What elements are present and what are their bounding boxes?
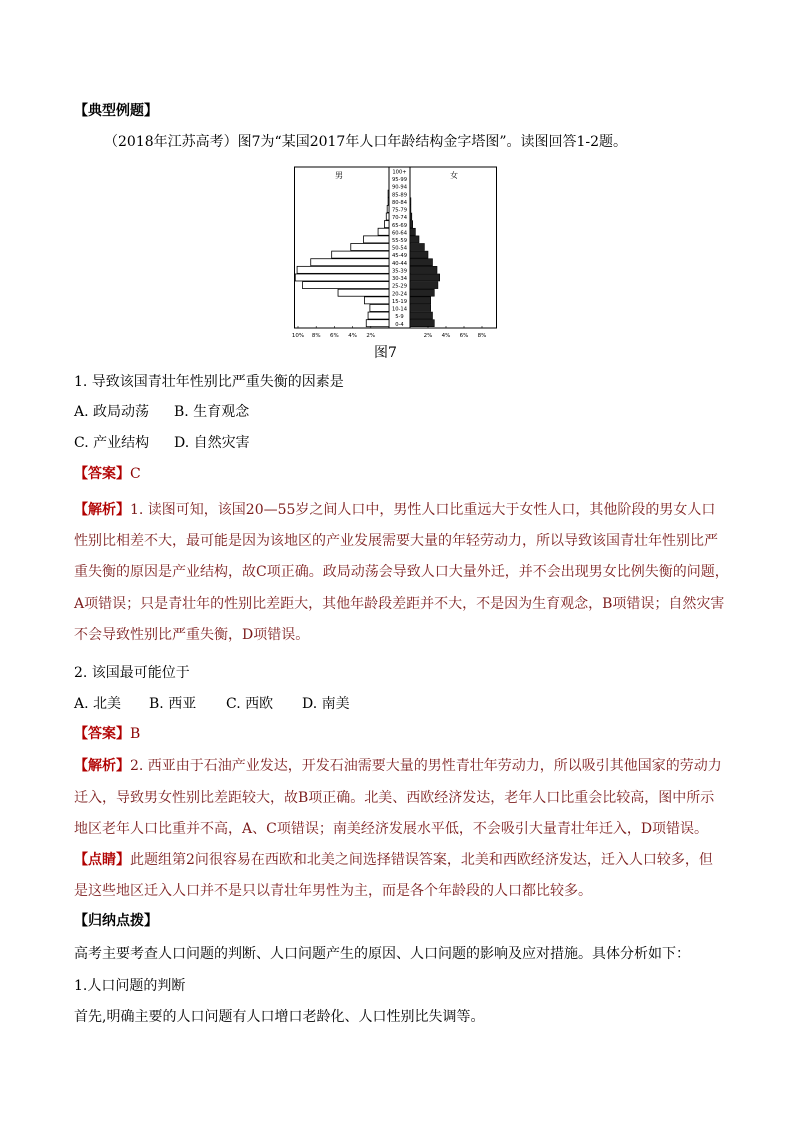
age-group-label: 30-34 bbox=[391, 276, 408, 283]
female-label: 女 bbox=[450, 171, 458, 180]
female-bar bbox=[410, 320, 434, 327]
x-tick-label: 10% bbox=[291, 333, 305, 339]
q1-question: 1. 导致该国青壮年性别比严重失衡的因素是 bbox=[74, 374, 344, 390]
answer-tag: 【答案】 bbox=[74, 726, 130, 742]
analysis-tag: 【解析】 bbox=[74, 502, 130, 518]
age-group-label: 95-99 bbox=[391, 177, 408, 184]
summary-text: 高考主要考查人口问题的判断、人口问题产生的原因、人口问题的影响及应对措施。具体分析如下： bbox=[74, 946, 690, 962]
q1-option-b[interactable]: B. 生育观念 bbox=[174, 404, 250, 420]
female-bar bbox=[410, 198, 411, 205]
female-bar bbox=[410, 259, 433, 266]
age-group-label: 80-84 bbox=[391, 199, 408, 206]
figure-caption: 图7 bbox=[374, 345, 397, 361]
answer-tag: 【答案】 bbox=[74, 466, 130, 482]
female-bar bbox=[410, 228, 415, 235]
age-group-label: 0-4 bbox=[395, 321, 404, 328]
q2-analysis-line-1 bbox=[74, 756, 722, 776]
x-tick-label: 2% bbox=[366, 333, 376, 339]
age-group-label: 70-74 bbox=[391, 215, 408, 222]
population-pyramid-chart bbox=[291, 166, 500, 339]
female-bar bbox=[410, 205, 411, 212]
female-bar bbox=[410, 274, 440, 281]
x-tick-label: 4% bbox=[441, 333, 451, 339]
age-group-label: 55-59 bbox=[391, 237, 408, 244]
male-bar bbox=[311, 259, 389, 266]
male-bar bbox=[370, 304, 389, 311]
male-bar bbox=[351, 243, 389, 250]
male-label: 男 bbox=[335, 171, 343, 180]
q2-analysis-line-3: 地区老年人口比重并不高，A、C项错误；南美经济发展水平低，不会吸引大量青壮年迁入，D项错误。 bbox=[74, 821, 709, 837]
age-group-label: 10-14 bbox=[391, 306, 408, 313]
female-bar bbox=[410, 297, 431, 304]
age-group-label: 85-89 bbox=[391, 192, 408, 199]
q1-option-a[interactable]: A. 政局动荡 bbox=[74, 404, 150, 420]
male-bar bbox=[303, 282, 389, 289]
age-group-label: 50-54 bbox=[391, 245, 408, 252]
analysis-text: 1. 读图可知，该国20—55岁之间人口中，男性人口比重远大于女性人口，其他阶段的男女人口 bbox=[130, 502, 716, 518]
q2-analysis-line-2: 迁入，导致男女性别比差距较大，故B项正确。北美、西欧经济发达，老年人口比重会比较高，图中所示 bbox=[74, 790, 715, 806]
female-bar bbox=[410, 221, 413, 228]
female-bar bbox=[410, 213, 412, 220]
female-bar bbox=[410, 243, 424, 250]
q2-option-a[interactable]: A. 北美 bbox=[74, 696, 122, 712]
analysis-tag: 【解析】 bbox=[74, 758, 130, 774]
tip-tag: 【点睛】 bbox=[74, 852, 130, 868]
subheading-1-text: 首先,明确主要的人口问题有人口增口老龄化、人口性别比失调等。 bbox=[74, 1009, 485, 1025]
q2-question: 2. 该国最可能位于 bbox=[74, 665, 190, 681]
age-group-label: 15-19 bbox=[391, 298, 408, 305]
male-bar bbox=[332, 251, 389, 258]
age-group-label: 20-24 bbox=[391, 291, 408, 298]
q1-options-row1 bbox=[74, 402, 249, 422]
q1-option-d[interactable]: D. 自然灾害 bbox=[174, 435, 250, 451]
section-title-summary: 【归纳点拨】 bbox=[74, 913, 158, 929]
q1-options-row2 bbox=[74, 433, 250, 453]
tip-text: 此题组第2问很容易在西欧和北美之间选择错误答案，北美和西欧经济发达，迁入人口较多，但 bbox=[130, 852, 713, 868]
male-bar bbox=[378, 228, 389, 235]
age-group-label: 5-9 bbox=[395, 314, 404, 321]
male-bar bbox=[388, 198, 389, 205]
male-bar bbox=[364, 297, 389, 304]
age-group-label: 35-39 bbox=[391, 268, 408, 275]
q2-options bbox=[74, 694, 350, 714]
female-bar bbox=[410, 251, 428, 258]
age-group-label: 90-94 bbox=[391, 184, 408, 191]
subheading-1: 1.人口问题的判断 bbox=[74, 978, 186, 994]
age-group-label: 60-64 bbox=[391, 230, 408, 237]
age-group-label: 65-69 bbox=[391, 222, 408, 229]
q1-answer bbox=[74, 464, 141, 484]
q1-analysis-line-2: 性别比相差不大，最可能是因为该地区的产业发展需要大量的年轻劳动力，所以导致该国青壮年性别比严 bbox=[74, 533, 718, 549]
age-group-label: 100+ bbox=[392, 169, 407, 176]
q2-tip-line-1 bbox=[74, 850, 713, 870]
x-tick-label: 8% bbox=[311, 333, 321, 339]
male-bar bbox=[297, 266, 389, 273]
analysis-text: 2. 西亚由于石油产业发达，开发石油需要大量的男性青壮年劳动力，所以吸引其他国家的劳动力 bbox=[130, 758, 722, 774]
q1-analysis-line-3: 重失衡的原因是产业结构，故C项正确。政局动荡会导致人口大量外迁，并不会出现男女比例失衡的问题， bbox=[74, 564, 729, 580]
female-bar bbox=[410, 282, 438, 289]
population-pyramid-figure bbox=[291, 166, 500, 342]
male-bar bbox=[384, 221, 389, 228]
male-bar bbox=[295, 274, 389, 281]
answer-value: C bbox=[130, 466, 141, 482]
male-bar bbox=[364, 236, 389, 243]
age-group-label: 75-79 bbox=[391, 207, 408, 214]
male-bar bbox=[386, 213, 389, 220]
q1-analysis-line-5: 不会导致性别比严重失衡，D项错误。 bbox=[74, 627, 310, 643]
male-bar bbox=[388, 190, 389, 197]
female-bar bbox=[410, 266, 437, 273]
q2-option-c[interactable]: C. 西欧 bbox=[226, 696, 274, 712]
age-group-label: 25-29 bbox=[391, 283, 408, 290]
q2-option-b[interactable]: B. 西亚 bbox=[149, 696, 197, 712]
answer-value: B bbox=[130, 726, 141, 742]
x-tick-label: 6% bbox=[330, 333, 339, 339]
age-group-label: 45-49 bbox=[391, 253, 408, 260]
q2-answer bbox=[74, 724, 140, 744]
x-tick-label: 4% bbox=[348, 333, 357, 339]
x-tick-label: 2% bbox=[423, 333, 433, 339]
intro-text: （2018年江苏高考）图7为“某国2017年人口年龄结构金字塔图”。读图回答1-2题。 bbox=[104, 134, 628, 150]
q2-option-d[interactable]: D. 南美 bbox=[302, 696, 350, 712]
section-title-examples: 【典型例题】 bbox=[74, 103, 158, 119]
q1-analysis-line-1 bbox=[74, 500, 715, 520]
female-bar bbox=[410, 236, 419, 243]
female-bar bbox=[410, 312, 433, 319]
male-bar bbox=[338, 289, 389, 296]
male-bar bbox=[387, 205, 389, 212]
q1-option-c[interactable]: C. 产业结构 bbox=[74, 435, 150, 451]
q1-analysis-line-4: A项错误；只是青壮年的性别比差距大，其他年龄段差距并不大，不是因为生育观念，B项错误；自然灾害 bbox=[74, 596, 725, 612]
x-tick-label: 8% bbox=[477, 333, 487, 339]
x-tick-label: 6% bbox=[459, 333, 469, 339]
q2-tip-line-2: 是这些地区迁入人口并不是只以青壮年男性为主，而是各个年龄段的人口都比较多。 bbox=[74, 883, 592, 899]
age-group-label: 40-44 bbox=[391, 260, 408, 267]
female-bar bbox=[410, 289, 434, 296]
female-bar bbox=[410, 304, 431, 311]
male-bar bbox=[366, 320, 389, 327]
male-bar bbox=[368, 312, 389, 319]
